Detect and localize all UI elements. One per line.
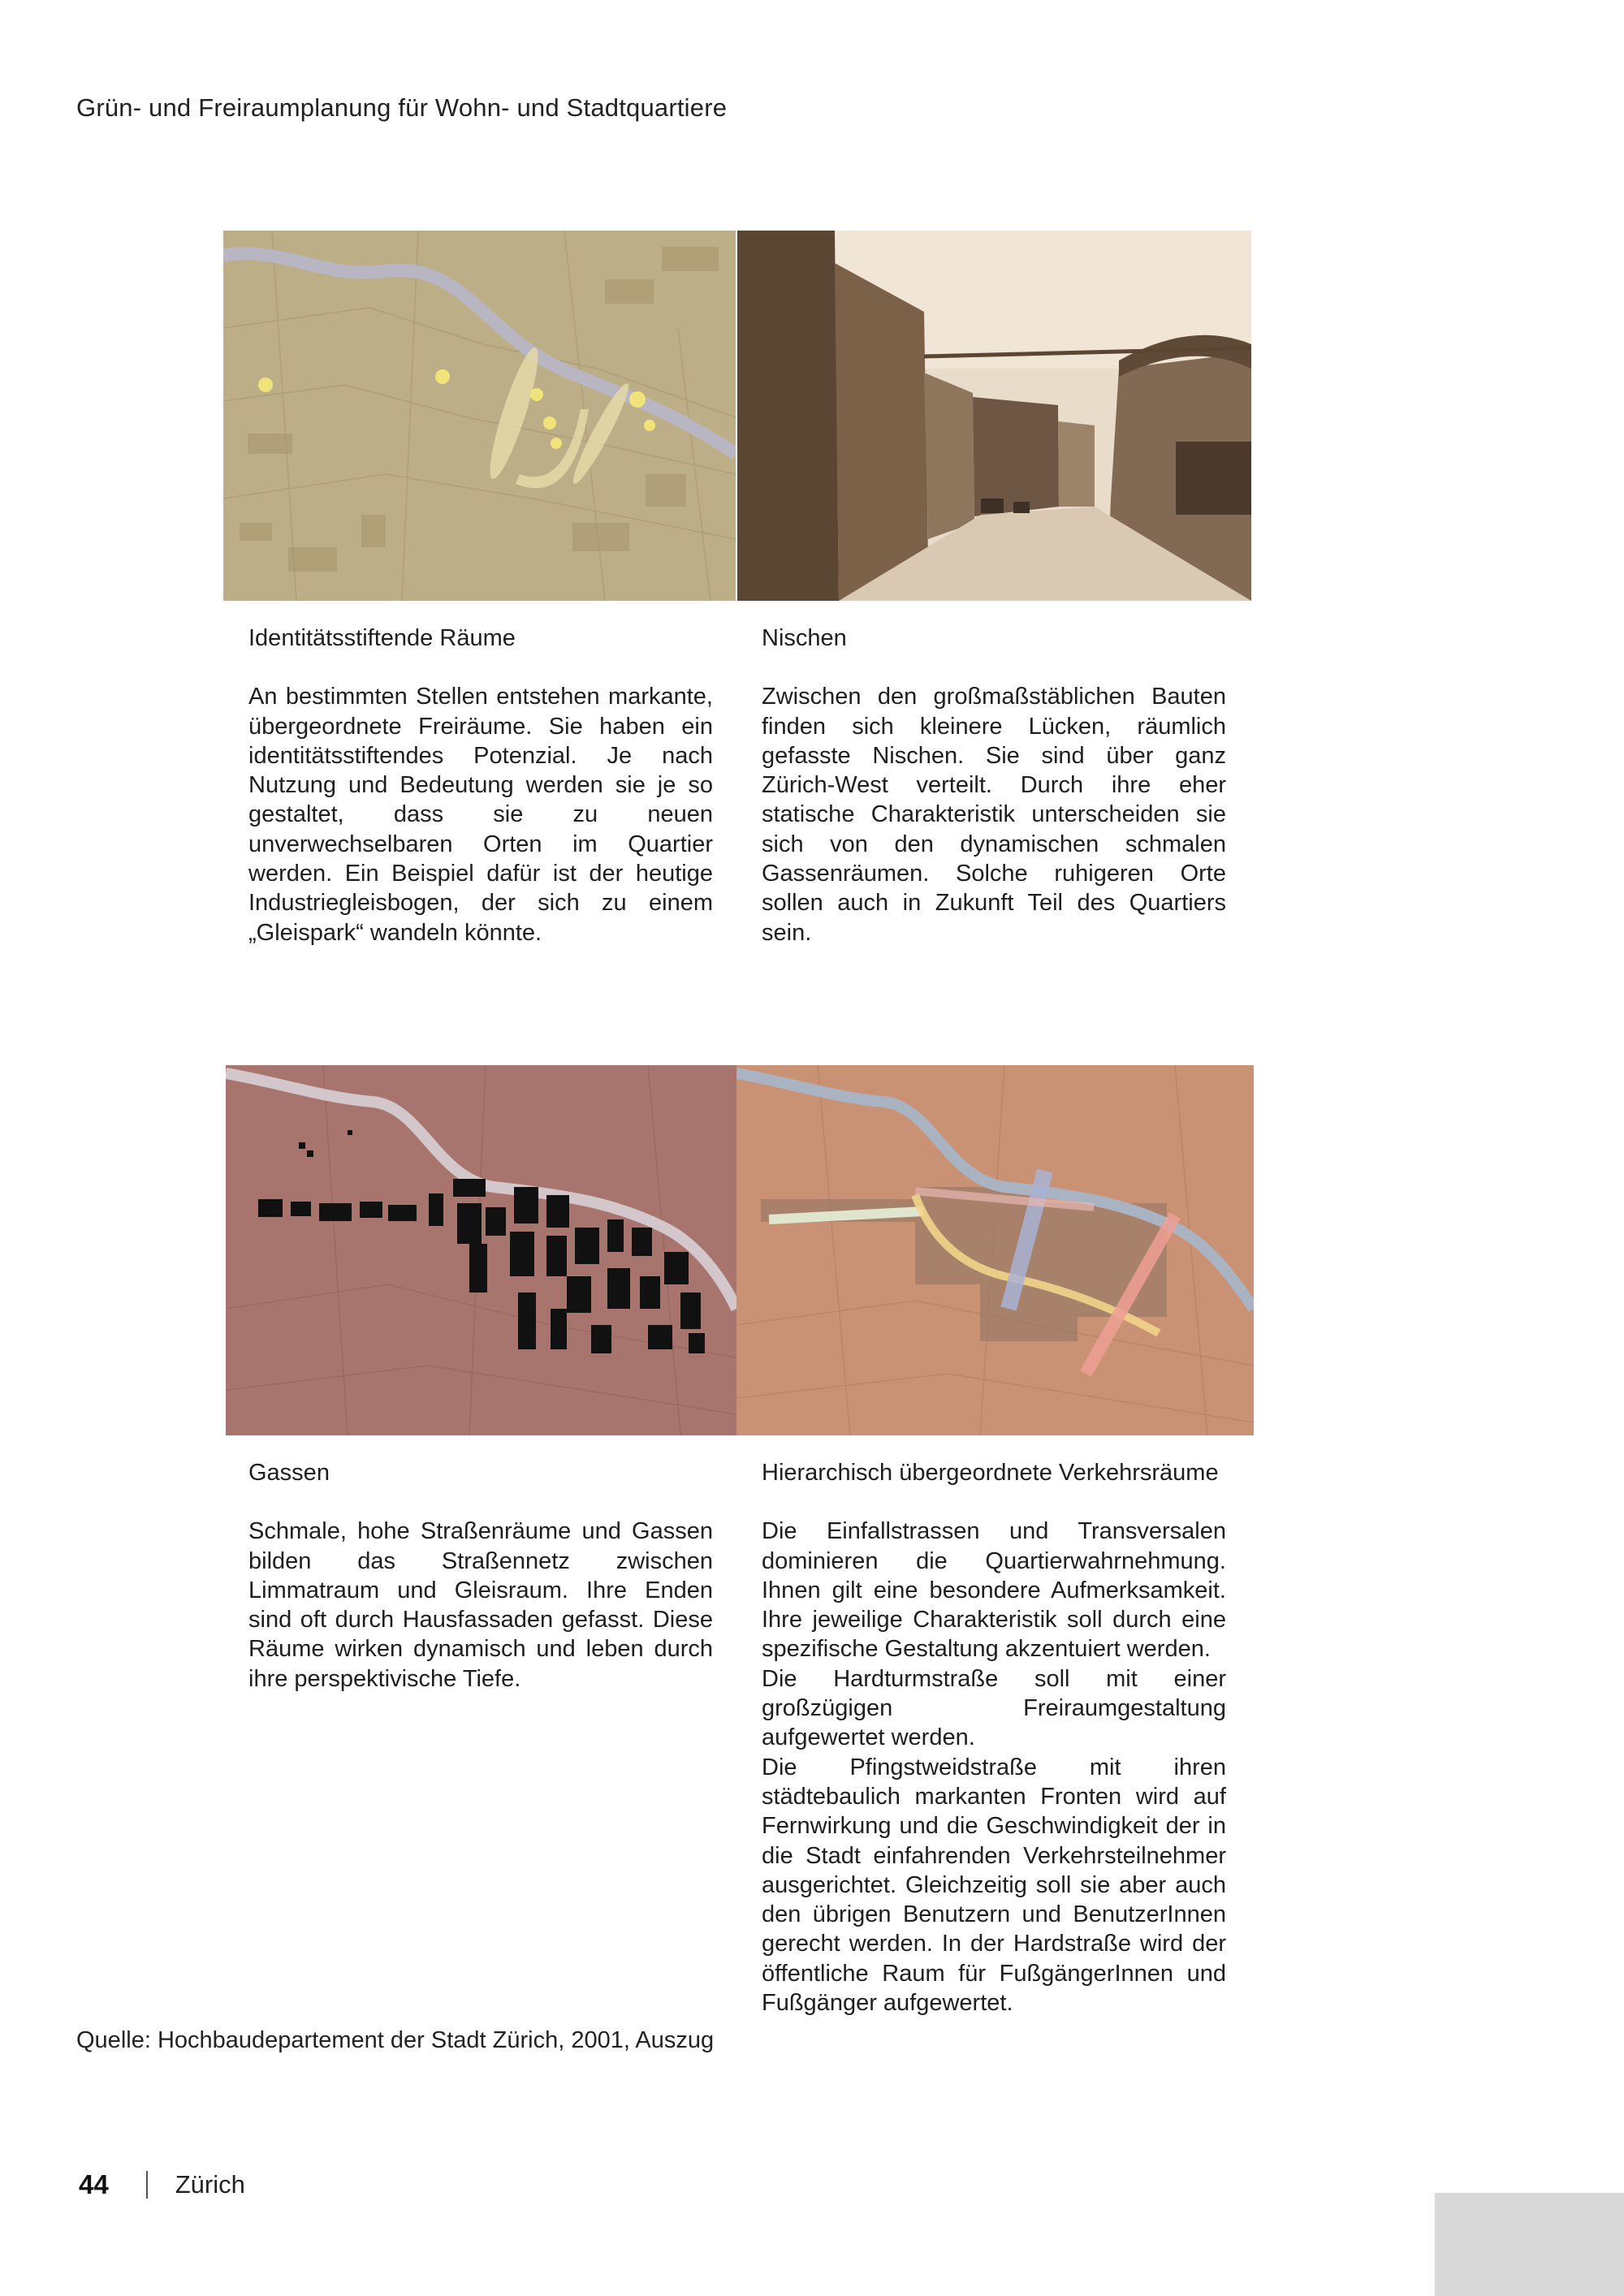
photo-niches	[737, 231, 1251, 601]
corner-tab	[1435, 2193, 1624, 2296]
section-alleys	[248, 1458, 713, 1694]
section-body: Die Einfallstrassen und Transversalen dominieren die Quartierwahrnehmung. Ihnen gilt eine besondere Aufmerksamkeit. Ihre jeweilige Charakteristik soll durch eine spezifische Gestaltung akzentuiert werden.	[762, 1518, 1226, 1663]
section-body: Zwischen den großmaßstäblichen Bauten finden sich kleinere Lücken, räumlich gefasste Nischen. Sie sind über ganz Zürich-West verteilt. Durch ihre eher statische Charakteristik unterscheiden sie sich von den dynamischen schmalen Gassenräumen. Solche ruhigeren Orte sollen auch in Zukunft Teil des Quartiers sein.	[762, 684, 1226, 946]
section-body: An bestimmten Stellen entstehen markante, übergeordnete Freiräume. Sie haben ein identitätsstiftendes Potenzial. Je nach Nutzung und Bedeutung werden sie je so gestaltet, dass sie zu neuen unverwechselbaren Orten im Quartier werden. Ein Beispiel dafür ist der heutige Industriegleisbogen, der sich zu einem „Gleispark“ wandeln könnte.	[248, 684, 713, 946]
section-title: Hierarchisch übergeordnete Verkehrsräume	[762, 1460, 1219, 1486]
section-title: Nischen	[762, 625, 847, 651]
page-footer	[79, 2169, 245, 2200]
section-body: Die Hardturmstraße soll mit einer großzügigen Freiraumgestaltung aufgewertet werden.	[762, 1665, 1226, 1751]
section-body: Die Pfingstweidstraße mit ihren städtebaulich markanten Fronten wird auf Fernwirkung und die Geschwindigkeit der in die Stadt einfahrenden Verkehrsteilnehmer ausgerichtet. Gleichzeitig soll sie aber auch den übrigen Benutzern und BenutzerInnen gerecht werden. In der Hardstraße wird der öffentliche Raum für FußgängerInnen und Fußgänger aufgewertet.	[762, 1754, 1226, 2017]
source-note: Quelle: Hochbaudepartement der Stadt Zürich, 2001, Auszug	[76, 2027, 715, 2053]
map-traffic-spaces	[736, 1065, 1254, 1435]
map-identity-spaces	[223, 231, 736, 601]
section-title: Identitätsstiftende Räume	[248, 625, 516, 651]
section-title: Gassen	[248, 1460, 330, 1486]
section-body: Schmale, hohe Straßenräume und Gassen bilden das Straßennetz zwischen Limmatraum und Gleisraum. Ihre Enden sind oft durch Hausfassaden gefasst. Diese Räume wirken dynamisch und leben durch ihre perspektivische Tiefe.	[248, 1518, 713, 1692]
section-identity-spaces	[248, 624, 713, 947]
map-alleys	[226, 1065, 736, 1435]
running-title: Grün- und Freiraumplanung für Wohn- und Stadtquartiere	[76, 93, 728, 122]
footer-divider	[146, 2171, 148, 2199]
footer-label: Zürich	[175, 2170, 245, 2199]
section-niches	[762, 624, 1226, 947]
page-number: 44	[79, 2169, 109, 2199]
section-traffic-spaces	[762, 1458, 1226, 2018]
